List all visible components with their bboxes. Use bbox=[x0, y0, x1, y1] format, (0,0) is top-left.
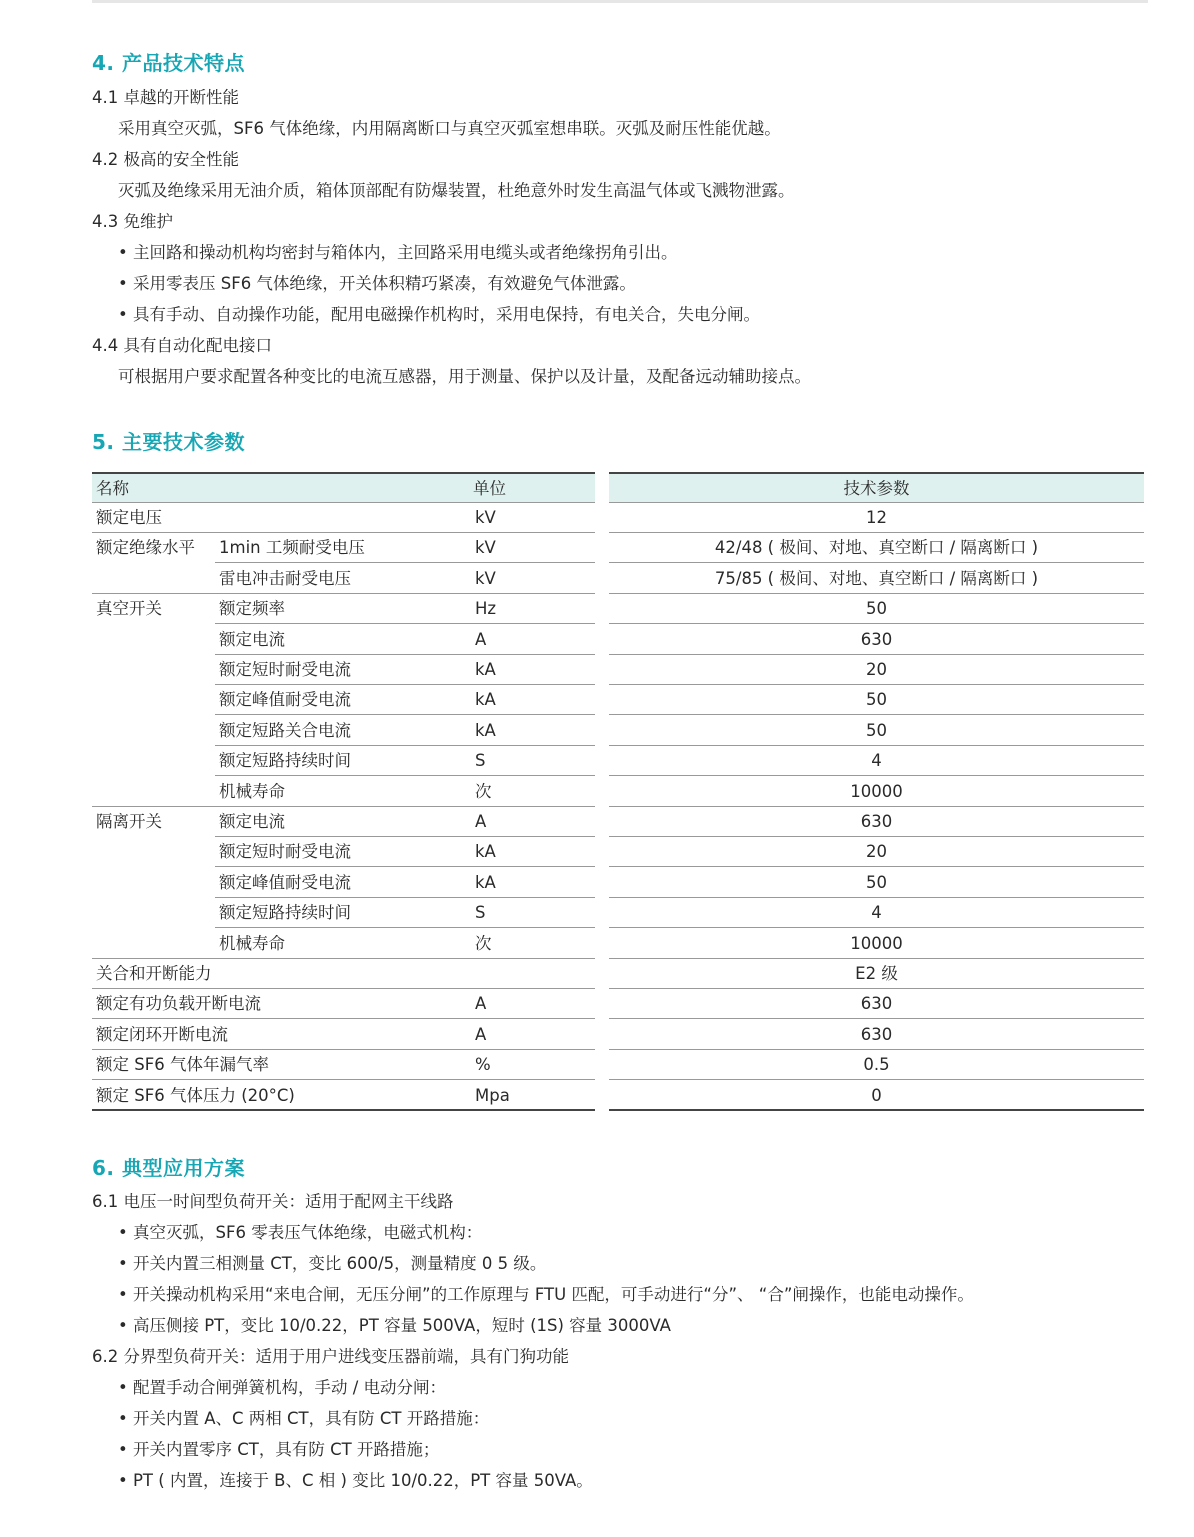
table-row-value bbox=[609, 989, 1144, 1019]
row-value: 10000 bbox=[850, 781, 903, 801]
table-row-value bbox=[609, 837, 1144, 867]
row-unit: kV bbox=[475, 538, 496, 558]
table-row bbox=[215, 868, 595, 898]
table-row-value bbox=[609, 929, 1144, 959]
table-row bbox=[215, 837, 595, 867]
row-unit: kV bbox=[475, 568, 496, 588]
table-row bbox=[92, 989, 595, 1019]
table-row-value bbox=[609, 959, 1144, 989]
row-item-label: 额定电流 bbox=[219, 812, 285, 831]
row-item-label: 雷电冲击耐受电压 bbox=[219, 568, 351, 588]
row-item-label: 额定电流 bbox=[219, 629, 285, 649]
row-item-label: 机械寿命 bbox=[219, 781, 285, 801]
parameter-table bbox=[92, 472, 1144, 1112]
table-row bbox=[92, 1081, 595, 1111]
row-item-label: 额定短路持续时间 bbox=[219, 751, 351, 771]
table-row-value bbox=[609, 594, 1144, 624]
section-4-title: 4. 产品技术特点 bbox=[92, 51, 245, 75]
bullet-item: • 开关内置零序 CT，具有防 CT 开路措施； bbox=[118, 1440, 439, 1460]
row-item-label: 机械寿命 bbox=[219, 933, 285, 953]
row-unit: kA bbox=[475, 720, 496, 740]
table-row bbox=[92, 564, 595, 594]
paragraph-4-4: 可根据用户要求配置各种变比的电流互感器，用于测量、保护以及计量，及配备远动辅助接点。 bbox=[118, 367, 811, 386]
row-value: 75/85 ( 极间、对地、真空断口 / 隔离断口 ) bbox=[714, 568, 1039, 588]
row-unit: 次 bbox=[475, 781, 492, 801]
paragraph-4-1: 采用真空灭弧，SF6 气体绝缘，内用隔离断口与真空灭弧室想串联。灭弧及耐压性能优越。 bbox=[118, 119, 781, 138]
row-value: 10000 bbox=[850, 933, 903, 953]
row-unit: kA bbox=[475, 842, 496, 862]
row-group-label: 额定绝缘水平 bbox=[96, 538, 195, 558]
section-5-title: 5. 主要技术参数 bbox=[92, 430, 245, 454]
table-row-value bbox=[609, 685, 1144, 715]
sub-heading-6-2: 6.2 分界型负荷开关：适用于用户进线变压器前端，具有门狗功能 bbox=[92, 1347, 569, 1366]
bullet-item: • 开关内置三相测量 CT，变比 600/5，测量精度 0 5 级。 bbox=[118, 1254, 546, 1274]
row-group-label: 额定有功负载开断电流 bbox=[96, 994, 261, 1014]
table-row-value bbox=[609, 533, 1144, 563]
table-header-right bbox=[609, 472, 1144, 503]
table-row bbox=[92, 959, 595, 989]
row-unit: A bbox=[475, 812, 487, 831]
row-value: 42/48 ( 极间、对地、真空断口 / 隔离断口 ) bbox=[714, 538, 1039, 558]
table-row bbox=[215, 716, 595, 746]
table-row bbox=[92, 777, 595, 807]
row-item-label: 额定峰值耐受电流 bbox=[219, 690, 351, 710]
row-unit: Hz bbox=[475, 599, 497, 619]
header-unit: 单位 bbox=[473, 479, 506, 498]
table-row bbox=[215, 655, 595, 685]
bullet-item: • 高压侧接 PT，变比 10/0.22，PT 容量 500VA，短时 (1S) 容量 3000VA bbox=[118, 1316, 671, 1336]
sub-heading-4-1: 4.1 卓越的开断性能 bbox=[92, 88, 239, 107]
table-row bbox=[215, 685, 595, 715]
row-group-label: 额定 SF6 气体压力 (20°C) bbox=[96, 1085, 295, 1105]
row-unit: A bbox=[475, 629, 487, 649]
sub-heading-6-1: 6.1 电压一时间型负荷开关：适用于配网主干线路 bbox=[92, 1192, 454, 1211]
row-unit: S bbox=[475, 903, 486, 923]
table-row bbox=[92, 929, 595, 959]
bullet-item: • PT ( 内置，连接于 B、C 相 ) 变比 10/0.22，PT 容量 50VA。 bbox=[118, 1471, 593, 1491]
row-group-label: 真空开关 bbox=[96, 599, 162, 619]
header-param: 技术参数 bbox=[843, 479, 910, 498]
bullet-item: • 具有手动、自动操作功能，配用电磁操作机构时，采用电保持，有电关合，失电分闸。 bbox=[118, 305, 760, 325]
row-unit: A bbox=[475, 1024, 487, 1044]
row-value: E2 级 bbox=[855, 964, 898, 983]
bullet-item: • 开关操动机构采用“来电合闸，无压分闸”的工作原理与 FTU 匹配，可手动进行“分”、 “合”闸操作，也能电动操作。 bbox=[118, 1285, 974, 1305]
row-item-label: 1min 工频耐受电压 bbox=[219, 538, 365, 558]
top-divider bbox=[92, 0, 1148, 3]
bullet-item: • 采用零表压 SF6 气体绝缘，开关体积精巧紧凑，有效避免气体泄露。 bbox=[118, 274, 636, 294]
row-value: 50 bbox=[866, 872, 887, 892]
table-row bbox=[92, 503, 595, 533]
row-item-label: 额定短时耐受电流 bbox=[219, 842, 351, 862]
table-row-value bbox=[609, 564, 1144, 594]
table-row-value bbox=[609, 716, 1144, 746]
table-row-value bbox=[609, 625, 1144, 655]
row-value: 0.5 bbox=[863, 1055, 890, 1075]
sub-heading-4-2: 4.2 极高的安全性能 bbox=[92, 150, 239, 169]
row-value: 50 bbox=[866, 720, 887, 740]
row-group-label: 额定 SF6 气体年漏气率 bbox=[96, 1055, 269, 1075]
row-group-label: 关合和开断能力 bbox=[96, 964, 212, 983]
row-value: 630 bbox=[860, 629, 893, 649]
table-row-value bbox=[609, 746, 1144, 776]
row-value: 0 bbox=[871, 1085, 882, 1105]
bullet-item: • 配置手动合闸弹簧机构，手动 / 电动分闸： bbox=[118, 1378, 446, 1398]
table-row bbox=[96, 807, 595, 837]
row-unit: kA bbox=[475, 660, 496, 679]
row-value: 630 bbox=[860, 994, 893, 1014]
row-value: 4 bbox=[871, 751, 882, 771]
row-unit: kA bbox=[475, 690, 496, 710]
table-row-value bbox=[609, 868, 1144, 898]
row-item-label: 额定短时耐受电流 bbox=[219, 660, 351, 679]
row-value: 4 bbox=[871, 903, 882, 923]
table-row bbox=[96, 594, 595, 624]
row-value: 630 bbox=[860, 1024, 893, 1044]
table-row-value bbox=[609, 898, 1144, 928]
row-item-label: 额定频率 bbox=[219, 599, 285, 619]
bullet-item: • 真空灭弧，SF6 零表压气体绝缘，电磁式机构： bbox=[118, 1223, 482, 1243]
table-row-value bbox=[609, 1050, 1144, 1080]
sub-heading-4-3: 4.3 免维护 bbox=[92, 212, 173, 231]
table-row bbox=[215, 898, 595, 928]
row-value: 20 bbox=[866, 842, 887, 862]
row-unit: % bbox=[475, 1055, 491, 1075]
bullet-item: • 开关内置 A、C 两相 CT，具有防 CT 开路措施： bbox=[118, 1409, 489, 1429]
row-unit: S bbox=[475, 751, 486, 771]
row-value: 20 bbox=[866, 660, 887, 679]
table-row-value bbox=[609, 655, 1144, 685]
table-row bbox=[92, 1020, 595, 1050]
header-name: 名称 bbox=[96, 479, 129, 498]
row-value: 50 bbox=[866, 599, 887, 619]
table-row bbox=[215, 625, 595, 655]
row-group-label: 隔离开关 bbox=[96, 812, 162, 831]
table-row-value bbox=[609, 777, 1144, 807]
sub-heading-4-4: 4.4 具有自动化配电接口 bbox=[92, 336, 272, 355]
paragraph-4-2: 灭弧及绝缘采用无油介质，箱体顶部配有防爆装置，杜绝意外时发生高温气体或飞溅物泄露。 bbox=[118, 181, 795, 200]
row-unit: A bbox=[475, 994, 487, 1014]
bullet-item: • 主回路和操动机构均密封与箱体内，主回路采用电缆头或者绝缘拐角引出。 bbox=[118, 243, 677, 263]
table-row-value bbox=[609, 503, 1144, 533]
table-row-value bbox=[609, 807, 1144, 837]
row-unit: Mpa bbox=[475, 1085, 510, 1105]
row-value: 630 bbox=[860, 812, 893, 831]
row-value: 50 bbox=[866, 690, 887, 710]
row-value: 12 bbox=[866, 508, 887, 527]
section-6-title: 6. 典型应用方案 bbox=[92, 1156, 245, 1180]
table-header-left bbox=[92, 472, 595, 503]
row-group-label: 额定闭环开断电流 bbox=[96, 1024, 228, 1044]
table-row-value bbox=[609, 1081, 1144, 1111]
row-unit: 次 bbox=[475, 933, 492, 953]
table-row bbox=[215, 746, 595, 776]
row-unit: kV bbox=[475, 508, 496, 527]
table-row-value bbox=[609, 1020, 1144, 1050]
row-group-label: 额定电压 bbox=[96, 508, 162, 527]
table-row bbox=[96, 533, 595, 563]
row-item-label: 额定短路持续时间 bbox=[219, 903, 351, 923]
row-item-label: 额定短路关合电流 bbox=[219, 720, 351, 740]
row-unit: kA bbox=[475, 872, 496, 892]
table-row bbox=[92, 1050, 595, 1080]
row-item-label: 额定峰值耐受电流 bbox=[219, 872, 351, 892]
